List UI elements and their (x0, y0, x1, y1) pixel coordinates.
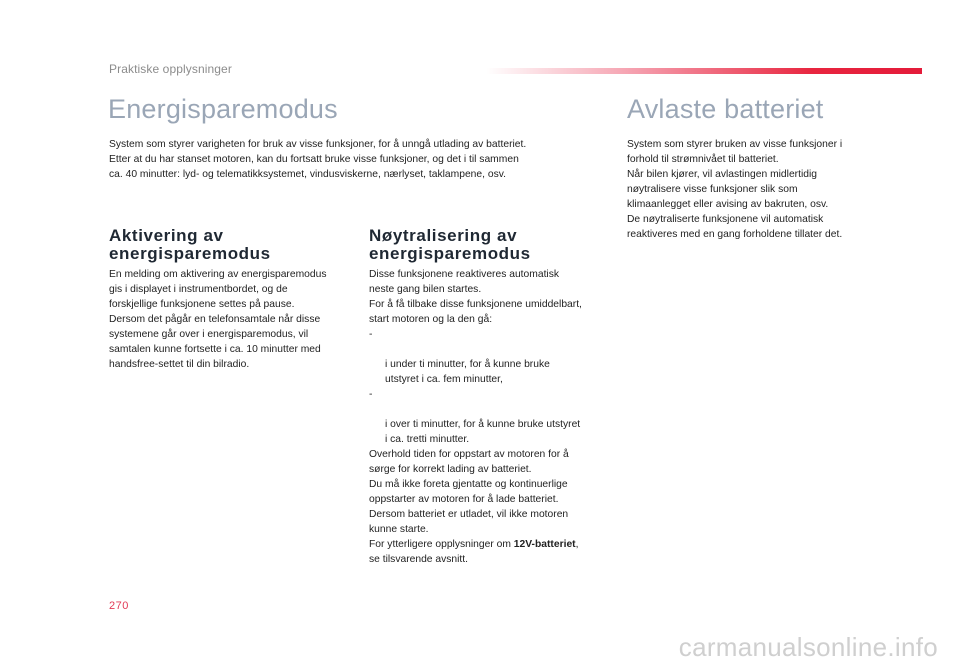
neutralization-line: Overhold tiden for oppstart av motoren for å (369, 449, 569, 460)
neutralization-line: kunne starte. (369, 524, 429, 535)
intro-paragraph: System som styrer varigheten for bruk av visse funksjoner, for å unngå utlading av batteriet. Etter at du har stanset motoren, kan du fortsatt bruke visse funksjoner, og det i til sammen ca. 40 minutter: lyd- og telematikksystemet, vindusviskerne, nærlyset, taklampene, osv. (109, 139, 527, 180)
page-title: Energisparemodus (108, 94, 338, 124)
battery-reference: 12V-batteriet (513, 539, 576, 550)
watermark: carmanualsonline.info (678, 632, 938, 662)
bullet-marker: - (369, 389, 373, 400)
neutralization-line: Dersom batteriet er utladet, vil ikke motoren (369, 509, 569, 520)
neutralization-heading: Nøytralisering av energisparemodus (369, 226, 531, 263)
more-info-prefix: For ytterligere opplysninger om (369, 539, 514, 550)
neutralization-line: start motoren og la den gå: (369, 314, 493, 325)
bullet-item (369, 387, 614, 447)
neutralization-line: oppstarter av motoren for å lade batteriet. (369, 494, 559, 505)
neutralization-line: se tilsvarende avsnitt. (369, 554, 469, 565)
neutralization-line: sørge for korrekt lading av batteriet. (369, 464, 532, 475)
more-info-suffix: , (575, 539, 579, 550)
neutralization-line: Disse funksjonene reaktiveres automatisk (369, 269, 560, 280)
bullet-marker: - (369, 329, 373, 340)
bullet-item (369, 327, 614, 387)
neutralization-line: Du må ikke foreta gjentatte og kontinuerlige (369, 479, 568, 490)
side-title: Avlaste batteriet (627, 94, 824, 124)
side-body: System som styrer bruken av visse funksjoner i forhold til strømnivået til batteriet. Når bilen kjører, vil avlastingen midlertidig nøytralisere visse funksjoner slik som klimaanlegget eller avising av bakruten, osv. De nøytraliserte funksjonene vil automatisk reaktiveres med en gang forholdene tillater det. (627, 139, 843, 240)
neutralization-body (369, 267, 614, 567)
more-info-line (369, 537, 614, 552)
activation-heading: Aktivering av energisparemodus (109, 226, 271, 263)
header-accent-rule (486, 68, 922, 74)
section-label: Praktiske opplysninger (109, 62, 232, 76)
activation-body: En melding om aktivering av energisparemodus gis i displayet i instrumentbordet, og de forskjellige funksjonene settes på pause. Dersom det pågår en telefonsamtale når disse systemene går over i energisparemodus, vil samtalen kunne fortsette i ca. 10 minutter med handsfree-settet til din bilradio. (109, 269, 327, 370)
page-number: 270 (109, 600, 129, 612)
bullet-text: i under ti minutter, for å kunne bruke utstyret i ca. fem minutter, (385, 359, 550, 385)
neutralization-line: neste gang bilen startes. (369, 284, 482, 295)
neutralization-line: For å få tilbake disse funksjonene umiddelbart, (369, 299, 582, 310)
bullet-text: i over ti minutter, for å kunne bruke utstyret i ca. tretti minutter. (385, 419, 581, 445)
